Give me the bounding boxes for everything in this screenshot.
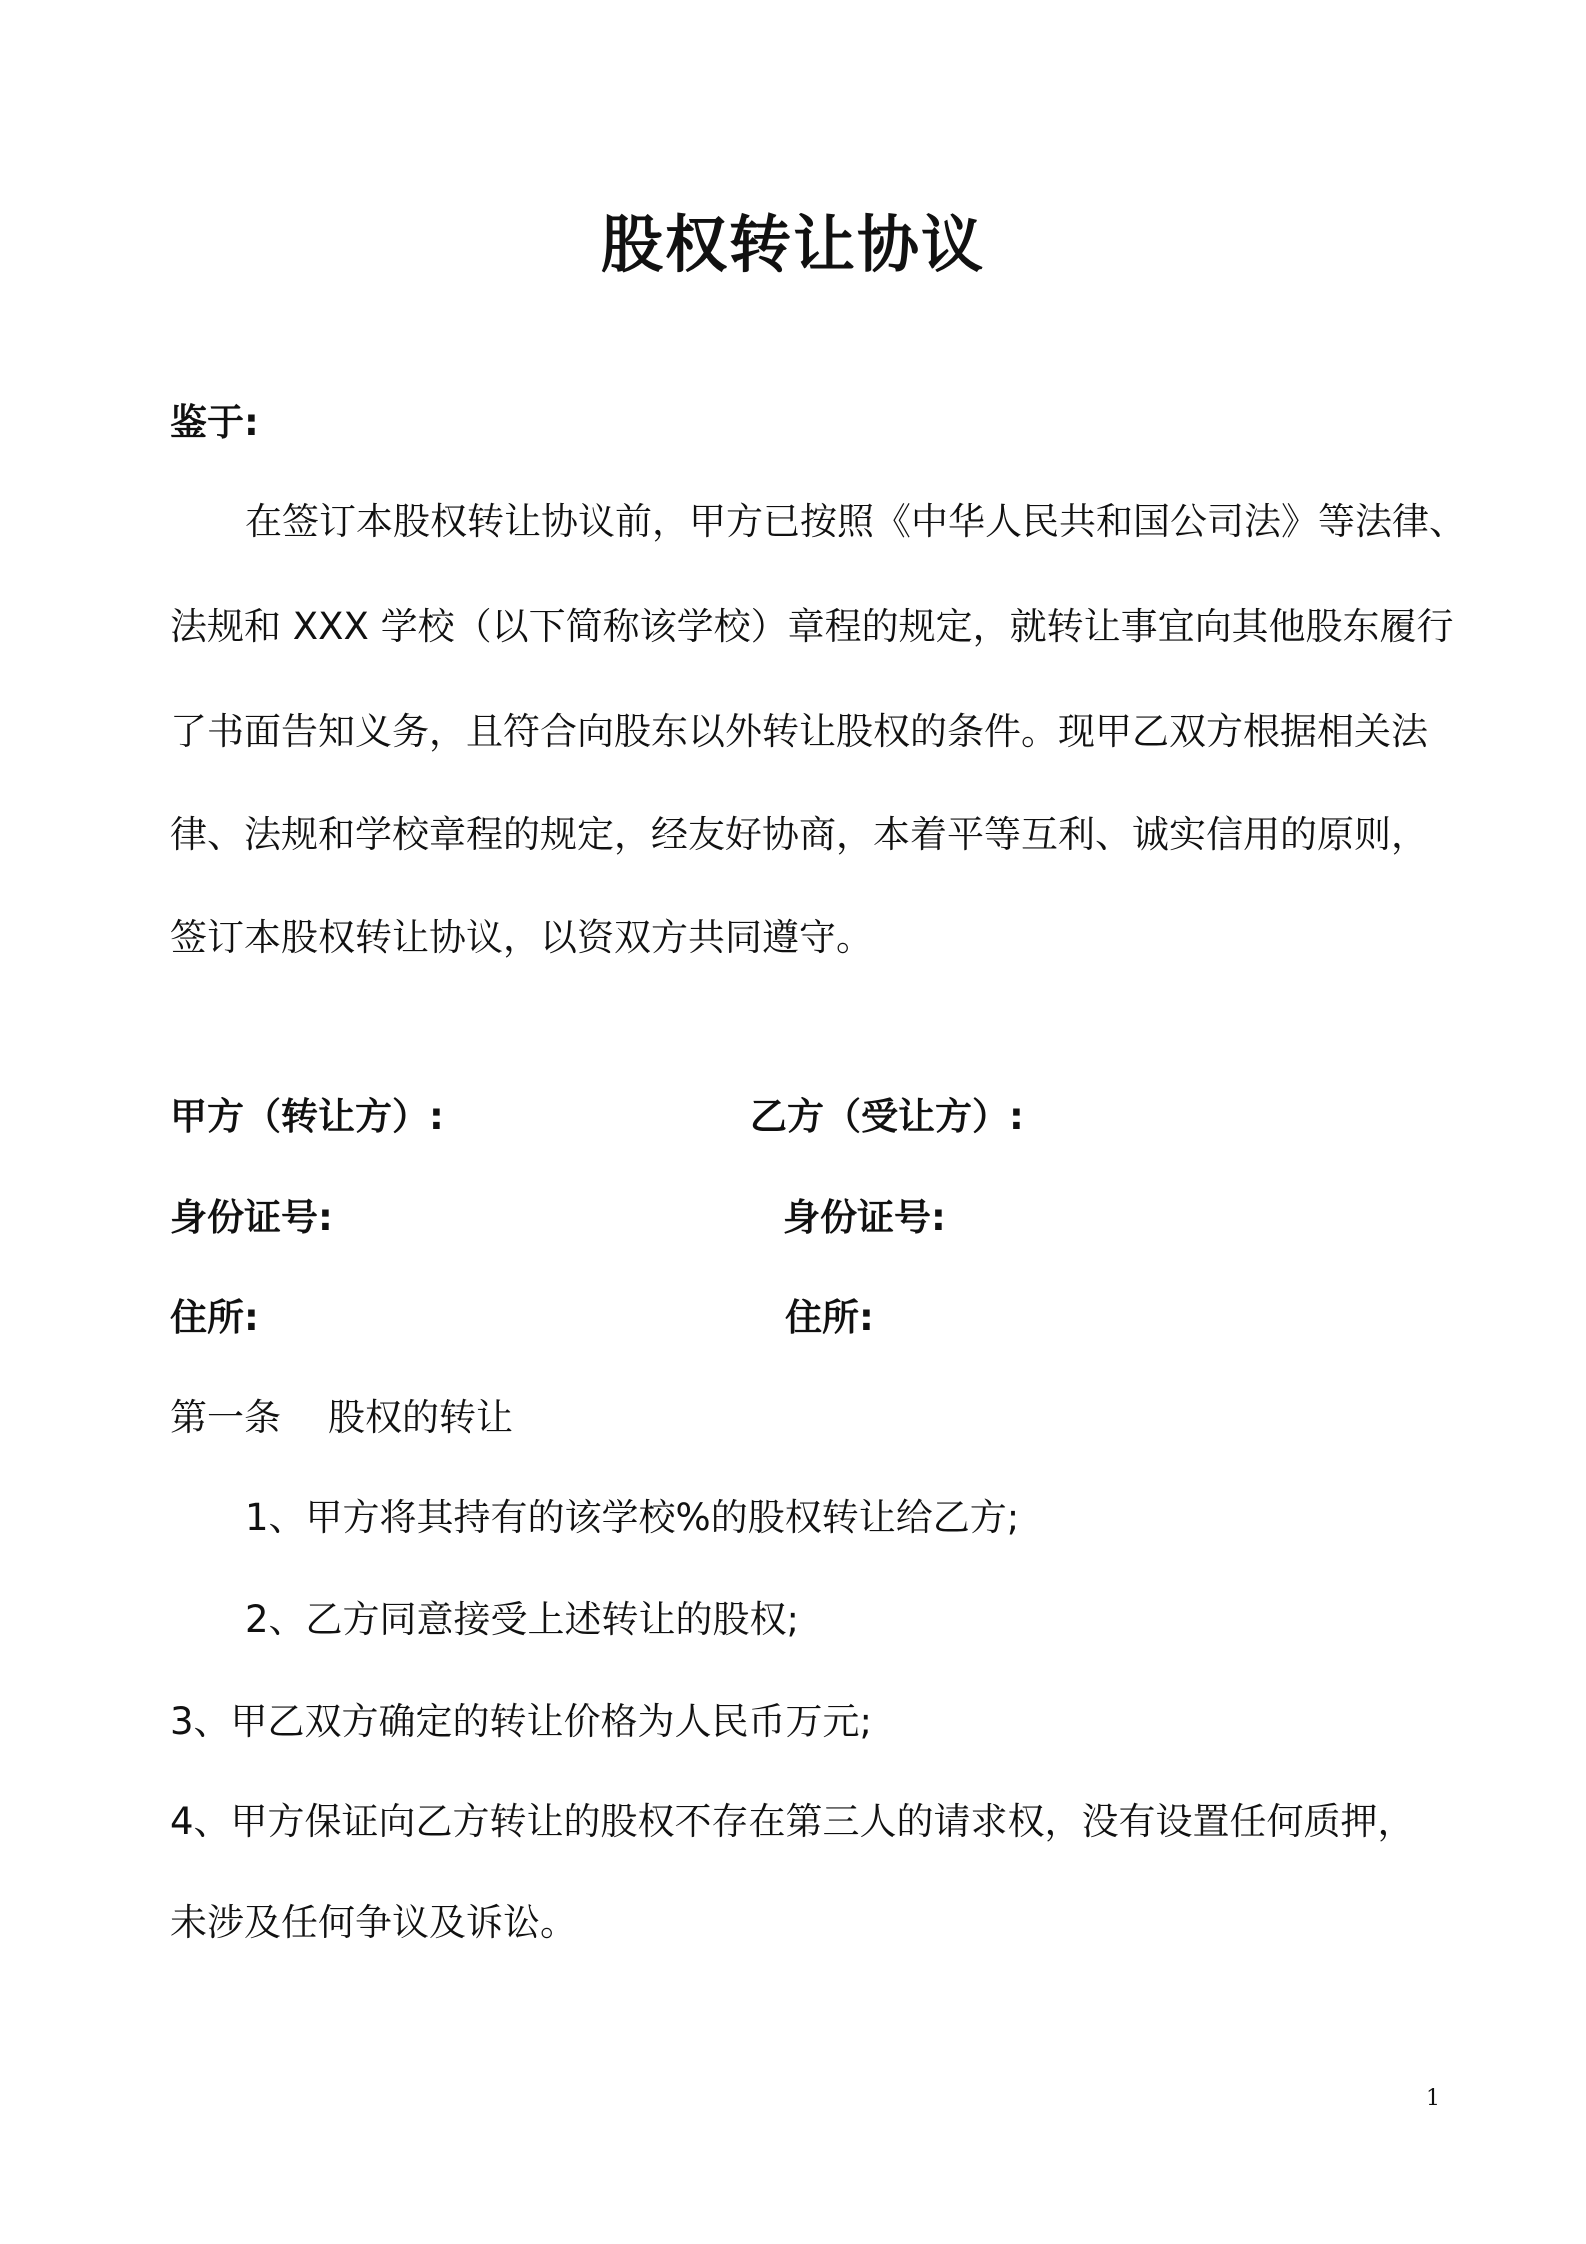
preamble-line-5: 签订本股权转让协议，以资双方共同遵守。 (170, 916, 873, 959)
party-a-address-label: 住所: (170, 1296, 259, 1339)
article-1-item-1: 1、甲方将其持有的该学校%的股权转让给乙方; (245, 1496, 1020, 1539)
party-b-address-label: 住所: (785, 1296, 874, 1339)
preamble-line-4: 律、法规和学校章程的规定，经友好协商，本着平等互利、诚实信用的原则， (170, 813, 1428, 856)
article-1-item-2: 2、乙方同意接受上述转让的股权; (245, 1598, 800, 1641)
article-1-item-4-continued: 未涉及任何争议及诉讼。 (170, 1901, 577, 1944)
party-b-id-label: 身份证号: (783, 1196, 946, 1239)
party-b-label: 乙方（受让方）: (750, 1095, 1024, 1138)
page-number: 1 (1426, 2086, 1440, 2111)
article-1-heading: 第一条 股权的转让 (170, 1396, 514, 1439)
document-title: 股权转让协议 (600, 208, 985, 281)
party-a-id-label: 身份证号: (170, 1196, 333, 1239)
party-a-label: 甲方（转让方）: (170, 1095, 444, 1138)
preamble-line-2: 法规和 XXX 学校（以下简称该学校）章程的规定，就转让事宜向其他股东履行 (170, 605, 1454, 648)
article-1-item-4: 4、甲方保证向乙方转让的股权不存在第三人的请求权，没有设置任何质押， (170, 1800, 1415, 1843)
article-1-item-3: 3、甲乙双方确定的转让价格为人民币万元; (170, 1700, 873, 1743)
preamble-line-3: 了书面告知义务，且符合向股东以外转让股权的条件。现甲乙双方根据相关法 (170, 710, 1428, 753)
preamble-line-1: 在签订本股权转让协议前，甲方已按照《中华人民共和国公司法》等法律、 (245, 500, 1466, 543)
whereas-heading: 鉴于: (170, 401, 259, 444)
